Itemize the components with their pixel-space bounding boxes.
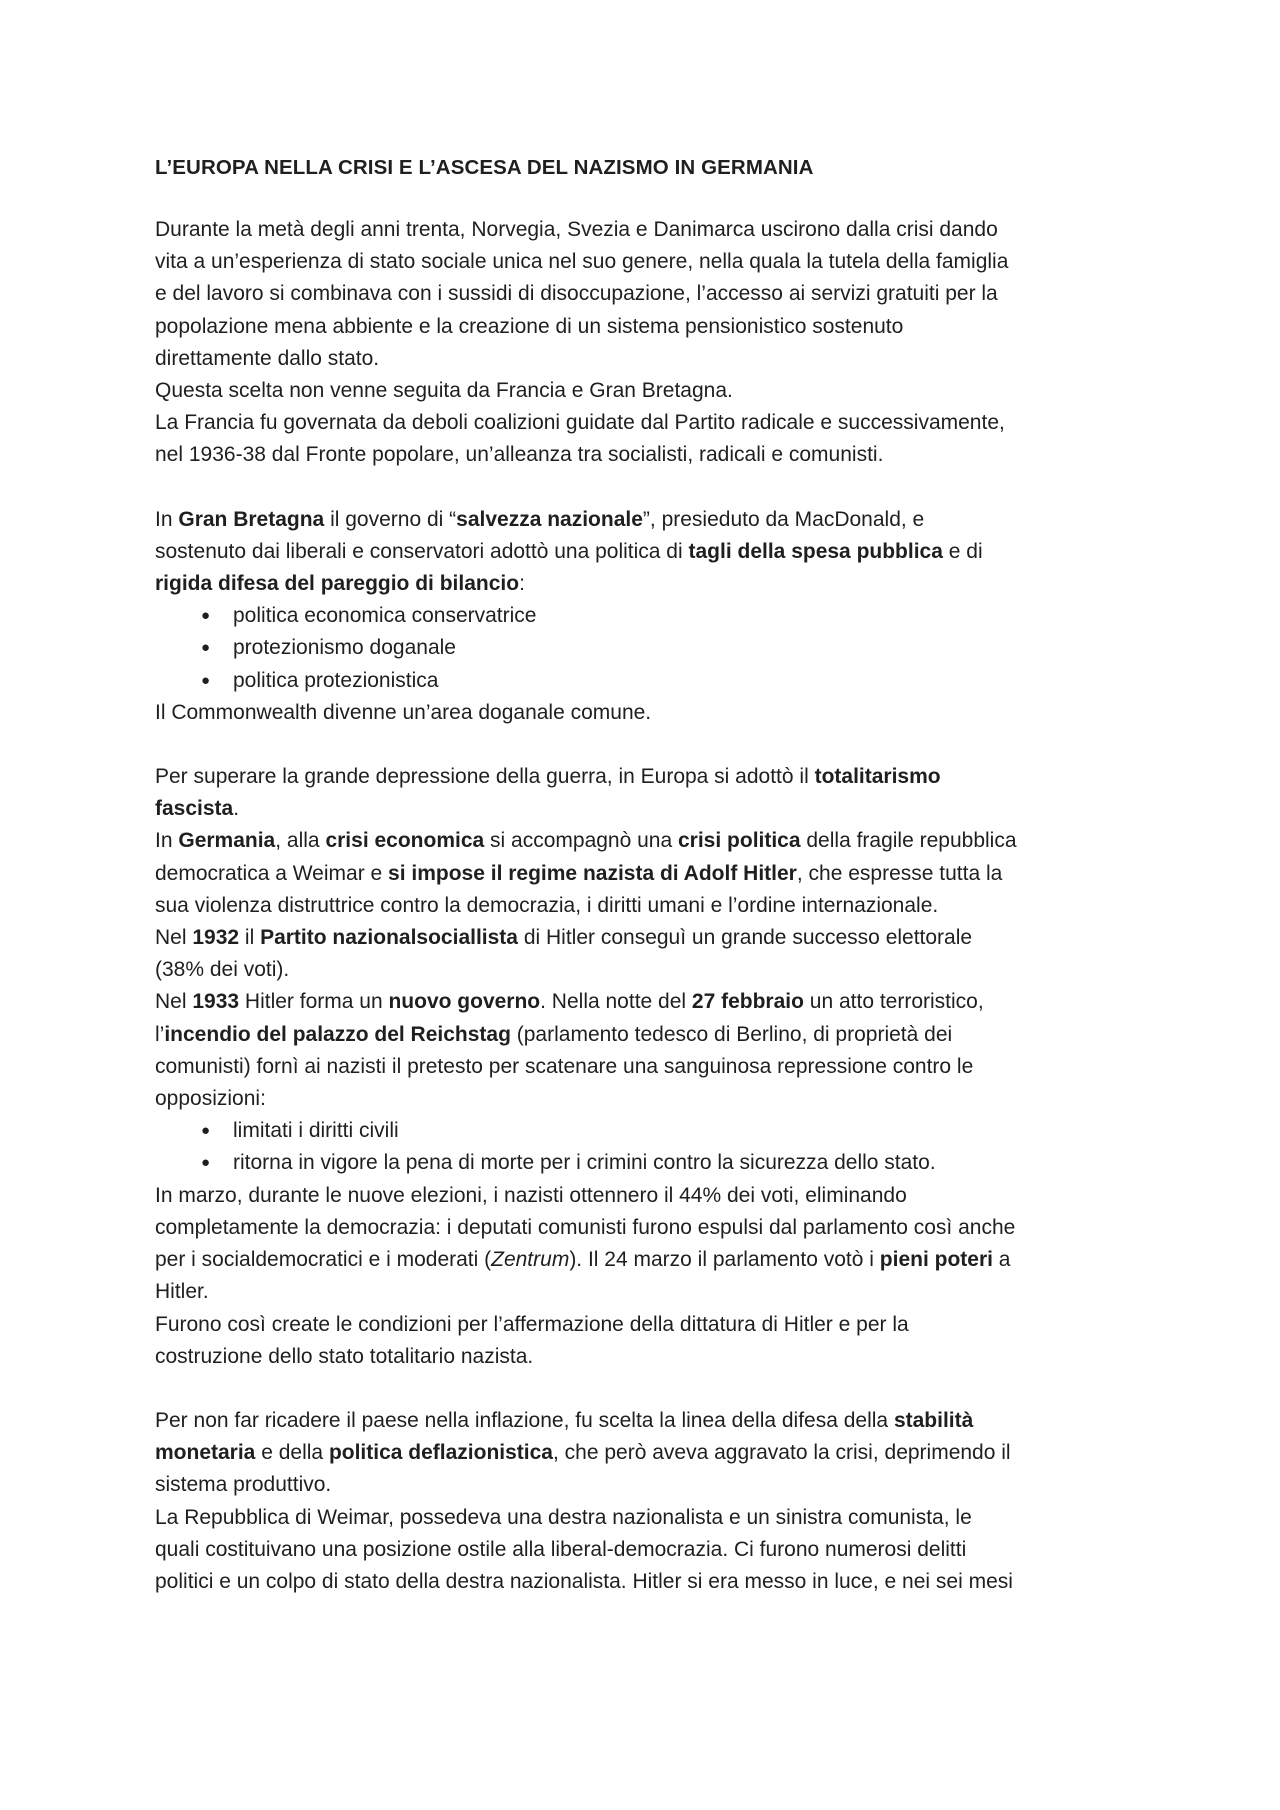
text-run: e di [942, 539, 983, 563]
paragraph-choice: Questa scelta non venne seguita da Francia e Gran Bretagna. [155, 379, 733, 403]
text-run: l’ [155, 1022, 165, 1046]
text-run: : [519, 572, 525, 596]
text-line: costruzione dello stato totalitario nazista. [155, 1344, 534, 1368]
text-run: Per non far ricadere il paese nella inflazione, fu scelta la linea della difesa della [155, 1408, 894, 1432]
paragraph-weimar [155, 1405, 1140, 1598]
bold-text: tagli della spesa pubblica [688, 539, 943, 563]
text-run: , che espresse tutta la [796, 861, 1003, 885]
text-line: Durante la metà degli anni trenta, Norvegia, Svezia e Danimarca uscirono dalla crisi dando [155, 218, 998, 241]
paragraph-germania [155, 761, 1140, 1373]
text-run: comunisti) fornì ai nazisti il pretesto per scatenare una sanguinosa repressione contro le [155, 1054, 974, 1078]
text-run: sostenuto dai liberali e conservatori adottò una politica di [155, 539, 689, 563]
bold-text: Partito nazionalsociallista [260, 926, 518, 950]
list-item-text: politica protezionistica [233, 668, 439, 692]
bold-text: Germania [178, 829, 276, 853]
bold-text: rigida difesa del pareggio di bilancio [155, 572, 520, 596]
text-run: e della [255, 1441, 329, 1465]
text-line: quali costituivano una posizione ostile alla liberal-democrazia. Ci furono numerosi delitti [155, 1537, 967, 1561]
text-run: Hitler. [155, 1280, 209, 1304]
text-run: Nel [155, 926, 193, 950]
text-run: democratica a Weimar e [155, 861, 389, 885]
bold-text: pieni poteri [879, 1248, 993, 1272]
text-line: nel 1936-38 dal Fronte popolare, un’alleanza tra socialisti, radicali e comunisti. [155, 443, 884, 467]
bold-text: 1933 [192, 990, 240, 1014]
document-title: L’EUROPA NELLA CRISI E L’ASCESA DEL NAZISMO IN GERMANIA [155, 156, 814, 179]
bold-text: fascista [155, 797, 234, 821]
text-run: (38% dei voti). [155, 958, 290, 982]
text-line: direttamente dallo stato. [155, 346, 380, 370]
list-item-text: politica economica conservatrice [233, 604, 537, 628]
bold-text: 1932 [192, 926, 240, 950]
list-item [201, 600, 1140, 632]
text-run: In marzo, durante le nuove elezioni, i nazisti ottennero il 44% dei voti, eliminando [155, 1183, 907, 1207]
text-run: completamente la democrazia: i deputati comunisti furono espulsi dal parlamento così anche [155, 1215, 1016, 1239]
list-item-text: ritorna in vigore la pena di morte per i crimini contro la sicurezza dello stato. [233, 1151, 936, 1175]
text-line: popolazione mena abbiente e la creazione di un sistema pensionistico sostenuto [155, 314, 904, 338]
bullet-list-repressions [155, 1115, 1140, 1179]
bold-text: 27 febbraio [691, 990, 804, 1014]
bullet-list-policies [155, 600, 1140, 697]
paragraph-gap [155, 729, 1140, 761]
text-line: Furono così create le condizioni per l’affermazione della dittatura di Hitler e per la [155, 1312, 909, 1336]
text-line: La Francia fu governata da deboli coalizioni guidate dal Partito radicale e successivamente, [155, 411, 1005, 435]
text-line: vita a un’esperienza di stato sociale unica nel suo genere, nella quala la tutela della famiglia [155, 250, 1009, 274]
list-item [201, 1115, 1140, 1147]
bold-text: nuovo governo [388, 990, 541, 1014]
text-run: In [155, 507, 179, 531]
list-item [201, 665, 1140, 697]
text-run: sua violenza distruttrice contro la democrazia, i diritti umani e l’ordine internazionale. [155, 893, 939, 917]
text-run: Per superare la grande depressione della guerra, in Europa si adottò il [155, 765, 815, 789]
text-run: un atto terroristico, [803, 990, 984, 1014]
text-run: Nel [155, 990, 193, 1014]
bold-text: stabilità [893, 1408, 974, 1432]
paragraph-scandinavia [155, 214, 1140, 472]
italic-text: Zentrum [491, 1248, 570, 1272]
list-item [201, 1147, 1140, 1179]
text-run: il [239, 926, 261, 950]
bullet-icon: ● [201, 1122, 211, 1140]
text-line: politici e un colpo di stato della destra nazionalista. Hitler si era messo in luce, e nei sei mesi [155, 1569, 1013, 1593]
text-run: , alla [275, 829, 326, 853]
text-run: a [992, 1248, 1011, 1272]
list-item [201, 632, 1140, 664]
text-run: , che però aveva aggravato la crisi, deprimendo il [553, 1441, 1011, 1465]
bold-text: crisi politica [678, 829, 801, 853]
bold-text: monetaria [155, 1441, 256, 1465]
text-run: In [155, 829, 179, 853]
text-run: Hitler forma un [239, 990, 389, 1014]
list-item-text: limitati i diritti civili [233, 1119, 399, 1143]
bold-text: crisi economica [325, 829, 485, 853]
text-line: La Repubblica di Weimar, possedeva una destra nazionalista e un sinistra comunista, le [155, 1505, 972, 1529]
bullet-icon: ● [201, 639, 211, 657]
text-run: ). Il 24 marzo il parlamento votò i [569, 1248, 880, 1272]
bullet-icon: ● [201, 671, 211, 689]
text-run: . Nella notte del [540, 990, 692, 1014]
text-run: per i socialdemocratici e i moderati ( [155, 1248, 492, 1272]
text-run: della fragile repubblica [800, 829, 1017, 853]
text-line: e del lavoro si combinava con i sussidi di disoccupazione, l’accesso ai servizi gratuiti per la [155, 282, 998, 306]
text-run: ”, presieduto da MacDonald, e [642, 507, 925, 531]
bullet-icon: ● [201, 607, 211, 625]
text-run: si accompagnò una [484, 829, 678, 853]
paragraph-gap [155, 472, 1140, 504]
paragraph-commonwealth: Il Commonwealth divenne un’area doganale comune. [155, 700, 652, 724]
bold-text: politica deflazionistica [328, 1441, 553, 1465]
bold-text: salvezza nazionale [456, 507, 643, 531]
paragraph-gap [155, 1373, 1140, 1405]
list-item-text: protezionismo doganale [233, 636, 456, 660]
bold-text: Gran Bretagna [178, 507, 325, 531]
bold-text: incendio del palazzo del Reichstag [164, 1022, 511, 1046]
text-run: (parlamento tedesco di Berlino, di proprietà dei [510, 1022, 953, 1046]
text-run: di Hitler conseguì un grande successo elettorale [517, 926, 973, 950]
bullet-icon: ● [201, 1154, 211, 1172]
text-run: opposizioni: [155, 1087, 266, 1111]
bold-text: totalitarismo [814, 765, 941, 789]
paragraph-gran-bretagna [155, 504, 1140, 729]
bold-text: si impose il regime nazista di Adolf Hitler [388, 861, 797, 885]
text-run: sistema produttivo. [155, 1473, 332, 1497]
text-run: . [233, 797, 240, 821]
text-run: il governo di “ [324, 507, 457, 531]
